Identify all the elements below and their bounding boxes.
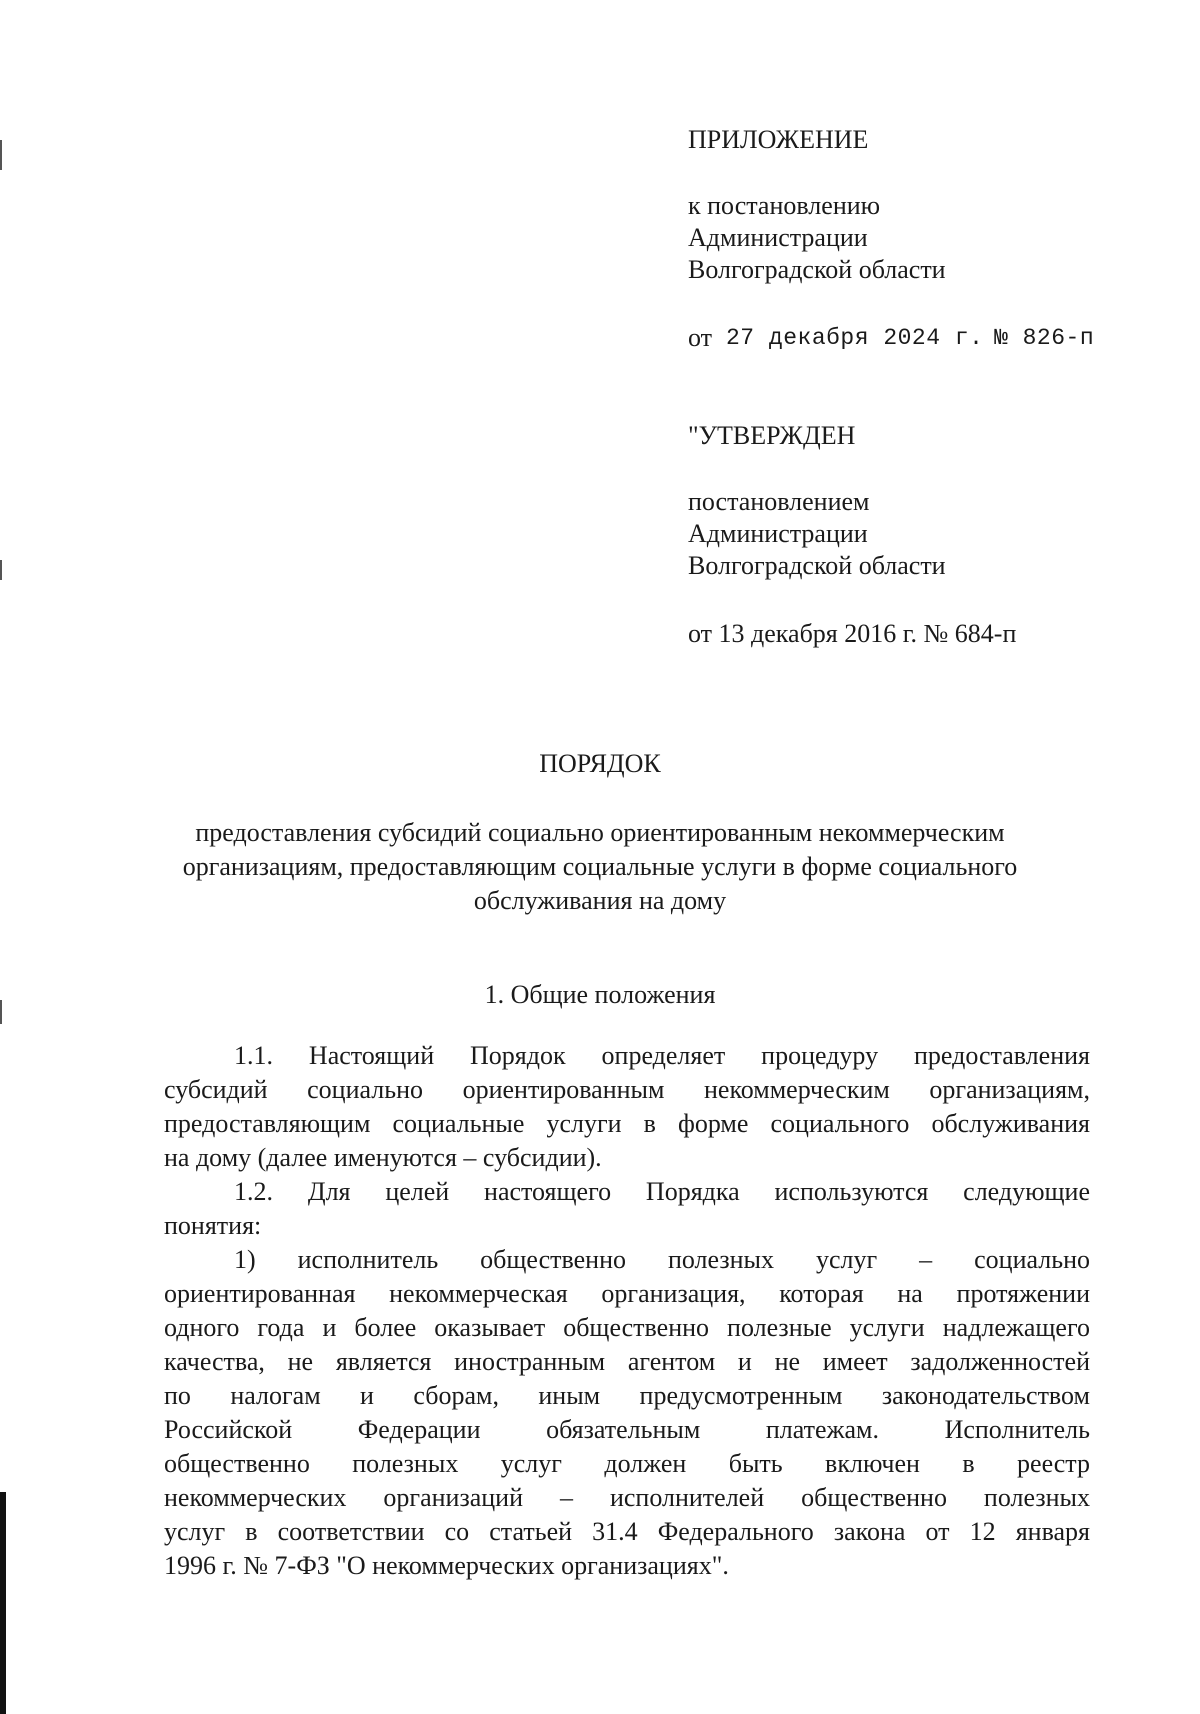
section-heading: 1. Общие положения: [484, 980, 716, 1009]
body-line: некоммерческих организаций – исполнителей общественно полезных: [164, 1483, 1090, 1512]
scan-edge-shadow: [0, 1492, 6, 1714]
body-line: услуг в соответствии со статьей 31.4 Федерального закона от 12 января: [164, 1517, 1090, 1546]
appendix-title: ПРИЛОЖЕНИЕ: [688, 125, 869, 154]
appendix-number: № 826-п: [994, 325, 1095, 351]
scan-mark: [0, 560, 2, 580]
body-line: общественно полезных услуг должен быть включен в реестр: [164, 1449, 1090, 1478]
approval-line: постановлением: [688, 487, 870, 516]
approval-line: Волгоградской области: [688, 551, 946, 580]
body-line: 1.2. Для целей настоящего Порядка используются следующие: [234, 1177, 1090, 1206]
document-title: ПОРЯДОК: [539, 749, 661, 778]
document-subtitle-line: организациям, предоставляющим социальные услуги в форме социального: [182, 852, 1018, 881]
appendix-ref-line: Администрации: [688, 223, 868, 252]
document-subtitle-line: обслуживания на дому: [473, 886, 727, 915]
approval-date: от 13 декабря 2016 г. № 684-п: [688, 619, 1017, 648]
body-line: на дому (далее именуются – субсидии).: [164, 1143, 602, 1172]
body-line: качества, не является иностранным агентом и не имеет задолженностей: [164, 1347, 1090, 1376]
appendix-ref-line: к постановлению: [688, 191, 881, 220]
appendix-ref-line: Волгоградской области: [688, 255, 946, 284]
body-line: по налогам и сборам, иным предусмотренным законодательством: [164, 1381, 1090, 1410]
appendix-date: 27 декабря 2024 г.: [726, 325, 984, 351]
document-subtitle-line: предоставления субсидий социально ориентированным некоммерческим: [195, 818, 1005, 847]
body-line: 1) исполнитель общественно полезных услуг – социально: [234, 1245, 1090, 1274]
appendix-date-prefix: от: [688, 323, 713, 352]
body-line: понятия:: [164, 1211, 262, 1240]
approval-line: Администрации: [688, 519, 868, 548]
scan-mark: [0, 140, 2, 170]
body-line: субсидий социально ориентированным некоммерческим организациям,: [164, 1075, 1090, 1104]
body-line: 1996 г. № 7-ФЗ "О некоммерческих организациях".: [164, 1551, 729, 1580]
body-line: Российской Федерации обязательным платежам. Исполнитель: [164, 1415, 1090, 1444]
approval-title: "УТВЕРЖДЕН: [688, 421, 856, 450]
body-line: 1.1. Настоящий Порядок определяет процедуру предоставления: [234, 1041, 1090, 1070]
body-line: одного года и более оказывает общественно полезные услуги надлежащего: [164, 1313, 1090, 1342]
body-line: ориентированная некоммерческая организация, которая на протяжении: [164, 1279, 1090, 1308]
body-line: предоставляющим социальные услуги в форме социального обслуживания: [164, 1109, 1090, 1138]
